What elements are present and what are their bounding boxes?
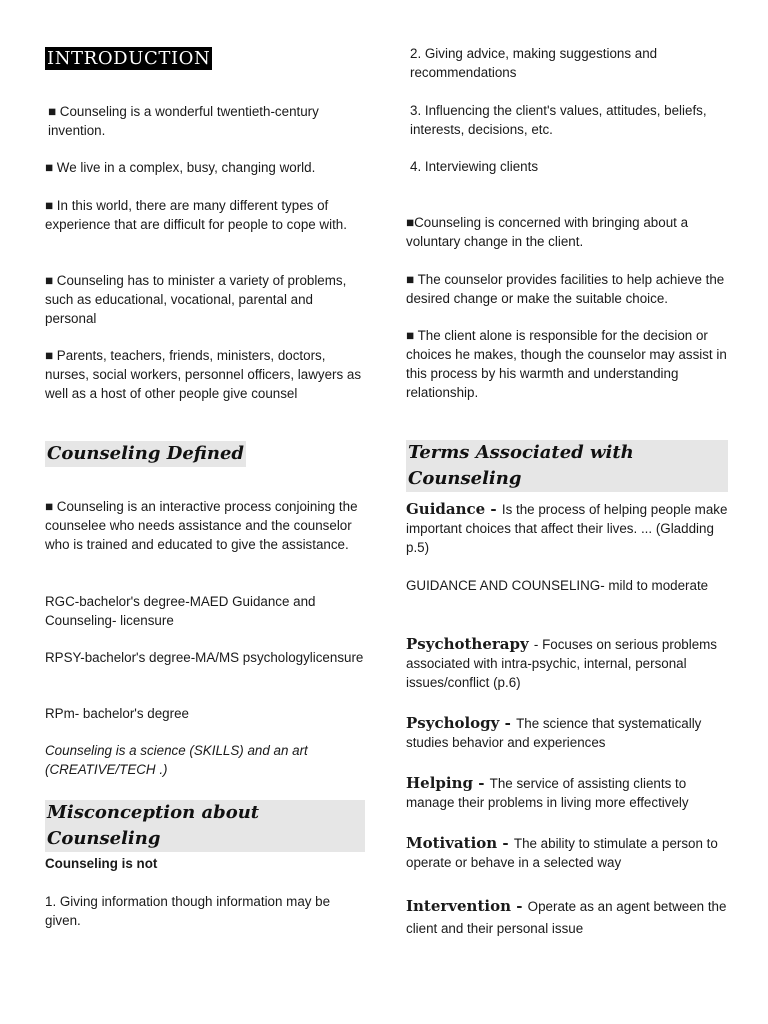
introduction-heading: INTRODUCTION: [47, 48, 211, 69]
introduction-heading-block: [45, 47, 365, 70]
not-item-4: 4. Interviewing clients: [410, 159, 539, 174]
term-label: Intervention -: [406, 897, 528, 915]
term-label: Motivation -: [406, 834, 514, 852]
rgc-text: RGC-bachelor's degree-MAED Guidance and Counseling- licensure: [45, 594, 316, 628]
intro-bullet-3: ■ In this world, there are many different types of experience that are difficult for people to cope with.: [45, 198, 347, 232]
terms-heading: Terms Associated with Counseling: [406, 440, 728, 492]
right-bullet-1: ■Counseling is concerned with bringing about a voluntary change in the client.: [406, 215, 689, 249]
right-bullet-2: ■ The counselor provides facilities to help achieve the desired change or make the suitable choice.: [406, 272, 725, 306]
term-psychology: [406, 714, 728, 752]
counseling-defined-heading: Counseling Defined: [45, 441, 246, 467]
term-label: Psychology -: [406, 714, 517, 732]
term-definition: The science that systematically studies behavior and experiences: [406, 716, 702, 750]
not-item-1: 1. Giving information though information may be given.: [45, 894, 331, 928]
term-intervention: [406, 895, 728, 940]
misconception-heading-block: [45, 800, 365, 852]
term-label: Guidance -: [406, 500, 502, 518]
misconception-heading: Misconception about Counseling: [45, 800, 365, 852]
term-definition: - Focuses on serious problems associated with intra-psychic, internal, personal issues/conflict (p.6): [406, 637, 718, 690]
guidance-and-counseling-text: GUIDANCE AND COUNSELING- mild to moderate: [406, 578, 709, 593]
right-bullet-3: ■ The client alone is responsible for the decision or choices he makes, though the counselor may assist in this process by his warmth and understanding relationship.: [406, 328, 727, 400]
term-guidance: [406, 500, 728, 557]
term-label: Psychotherapy: [406, 635, 534, 653]
term-helping: [406, 774, 728, 812]
term-definition: Is the process of helping people make important choices that affect their lives. ... (Gladding p.5): [406, 502, 728, 555]
term-motivation: [406, 834, 728, 872]
terms-heading-block: [406, 440, 728, 492]
intro-bullet-2: ■ We live in a complex, busy, changing world.: [45, 160, 316, 175]
intro-bullet-5: ■ Parents, teachers, friends, ministers, doctors, nurses, social workers, personnel officers, lawyers as well as a host of other people give counsel: [45, 348, 362, 401]
term-psychotherapy: [406, 635, 728, 692]
intro-bullet-1: ■ Counseling is a wonderful twentieth-century invention.: [48, 104, 319, 138]
term-definition: The service of assisting clients to manage their problems in living more effectively: [406, 776, 689, 810]
counseling-is-not-label: Counseling is not: [45, 856, 158, 871]
not-item-2: 2. Giving advice, making suggestions and recommendations: [410, 46, 658, 80]
rpm-text: RPm- bachelor's degree: [45, 706, 189, 721]
term-definition: Operate as an agent between the client and their personal issue: [406, 899, 727, 936]
science-art-text: Counseling is a science (SKILLS) and an art (CREATIVE/TECH .): [45, 743, 308, 777]
term-definition: The ability to stimulate a person to operate or behave in a selected way: [406, 836, 718, 870]
not-item-3: 3. Influencing the client's values, attitudes, beliefs, interests, decisions, etc.: [410, 103, 707, 137]
rpsy-text: RPSY-bachelor's degree-MA/MS psychologylicensure: [45, 650, 364, 665]
defined-bullet: ■ Counseling is an interactive process conjoining the counselee who needs assistance and the counselor who is trained and educated to give the assistance.: [45, 499, 358, 552]
term-label: Helping -: [406, 774, 490, 792]
counseling-defined-heading-block: [45, 441, 365, 467]
intro-bullet-4: ■ Counseling has to minister a variety of problems, such as educational, vocational, parental and personal: [45, 273, 347, 326]
